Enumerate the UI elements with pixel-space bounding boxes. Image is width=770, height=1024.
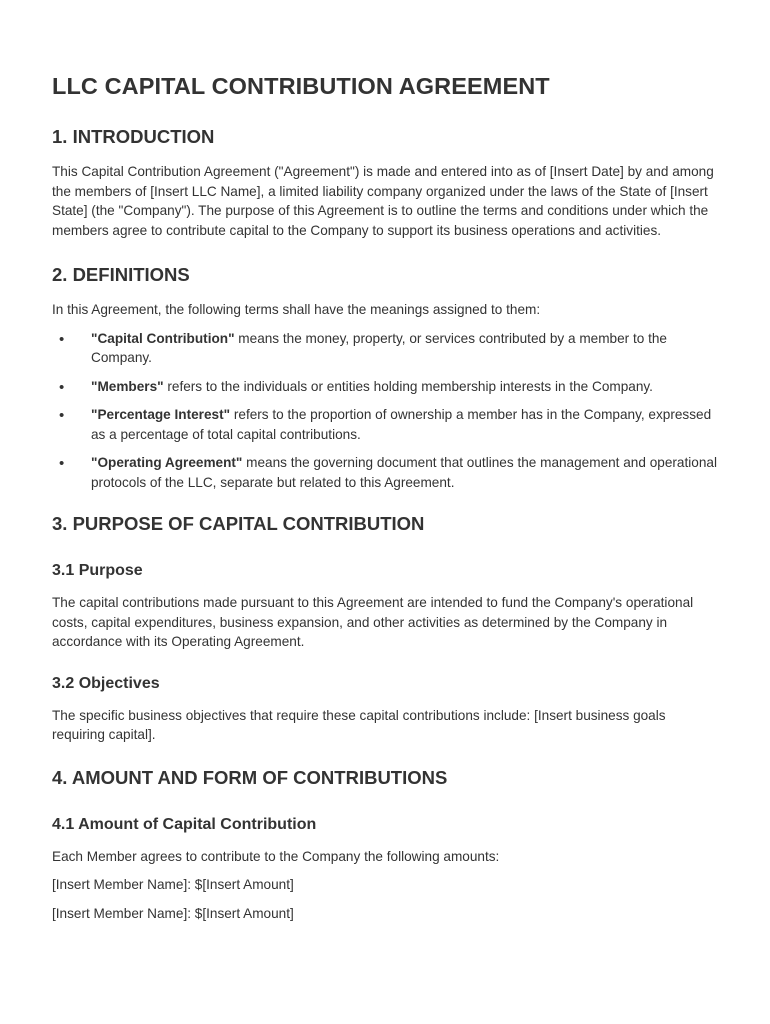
definition-term: "Operating Agreement" [91,455,243,470]
definition-term: "Percentage Interest" [91,407,231,422]
definition-term: "Capital Contribution" [91,330,235,346]
bullet-icon: • [59,378,65,396]
section-heading-introduction: 1. INTRODUCTION [52,126,215,147]
bullet-icon: • [59,455,65,472]
introduction-paragraph: This Capital Contribution Agreement ("Agreement") is made and entered into as of [Insert Date] by and among the members of [Insert LLC Name], a limited liability company organized under the laws of the State of [Insert State] (the "Company"). The purpose of this Agreement is to outline the terms and conditions under which the members agree to contribute capital to the Company to support its business operations and activities. [52,164,714,238]
definition-text: refers to the individuals or entities holding membership interests in the Company. [163,378,653,394]
amount-paragraph: Each Member agrees to contribute to the Company the following amounts: [52,848,500,864]
definition-text: means the money, property, or services contributed by a member to the Company. [91,330,667,365]
definition-text: means the governing document that outlines the management and operational protocols of the LLC, separate but related to this Agreement. [91,455,717,490]
subsection-heading-objectives: 3.2 Objectives [52,674,160,692]
subsection-heading-purpose: 3.1 Purpose [52,562,143,579]
definitions-list [52,329,718,493]
document-title: LLC CAPITAL CONTRIBUTION AGREEMENT [52,73,550,99]
member-contribution-line: [Insert Member Name]: $[Insert Amount] [52,877,294,892]
member-contribution-line: [Insert Member Name]: $[Insert Amount] [52,905,294,921]
definition-item [52,453,718,492]
section-heading-purpose: 3. PURPOSE OF CAPITAL CONTRIBUTION [52,513,425,534]
bullet-icon: • [59,330,65,348]
definition-term: "Members" [91,378,164,394]
purpose-paragraph: The capital contributions made pursuant to this Agreement are intended to fund the Company's operational costs, capital expenditures, business expansion, and other activities as determined by the Company in accordance with its Operating Agreement. [52,595,694,649]
bullet-icon: • [59,407,65,424]
definition-item [52,329,718,368]
section-heading-definitions: 2. DEFINITIONS [52,264,190,285]
section-heading-amount-and-form: 4. AMOUNT AND FORM OF CONTRIBUTIONS [52,766,448,788]
definition-text: refers to the proportion of ownership a member has in the Company, expressed as a percentage of total capital contributions. [91,407,712,442]
definition-item [52,405,718,444]
objectives-paragraph: The specific business objectives that require these capital contributions include: [Insert business goals requiring capital]. [52,707,666,742]
definition-item [52,377,718,397]
subsection-heading-amount: 4.1 Amount of Capital Contribution [52,815,317,833]
definitions-lead-paragraph: In this Agreement, the following terms shall have the meanings assigned to them: [52,302,541,317]
